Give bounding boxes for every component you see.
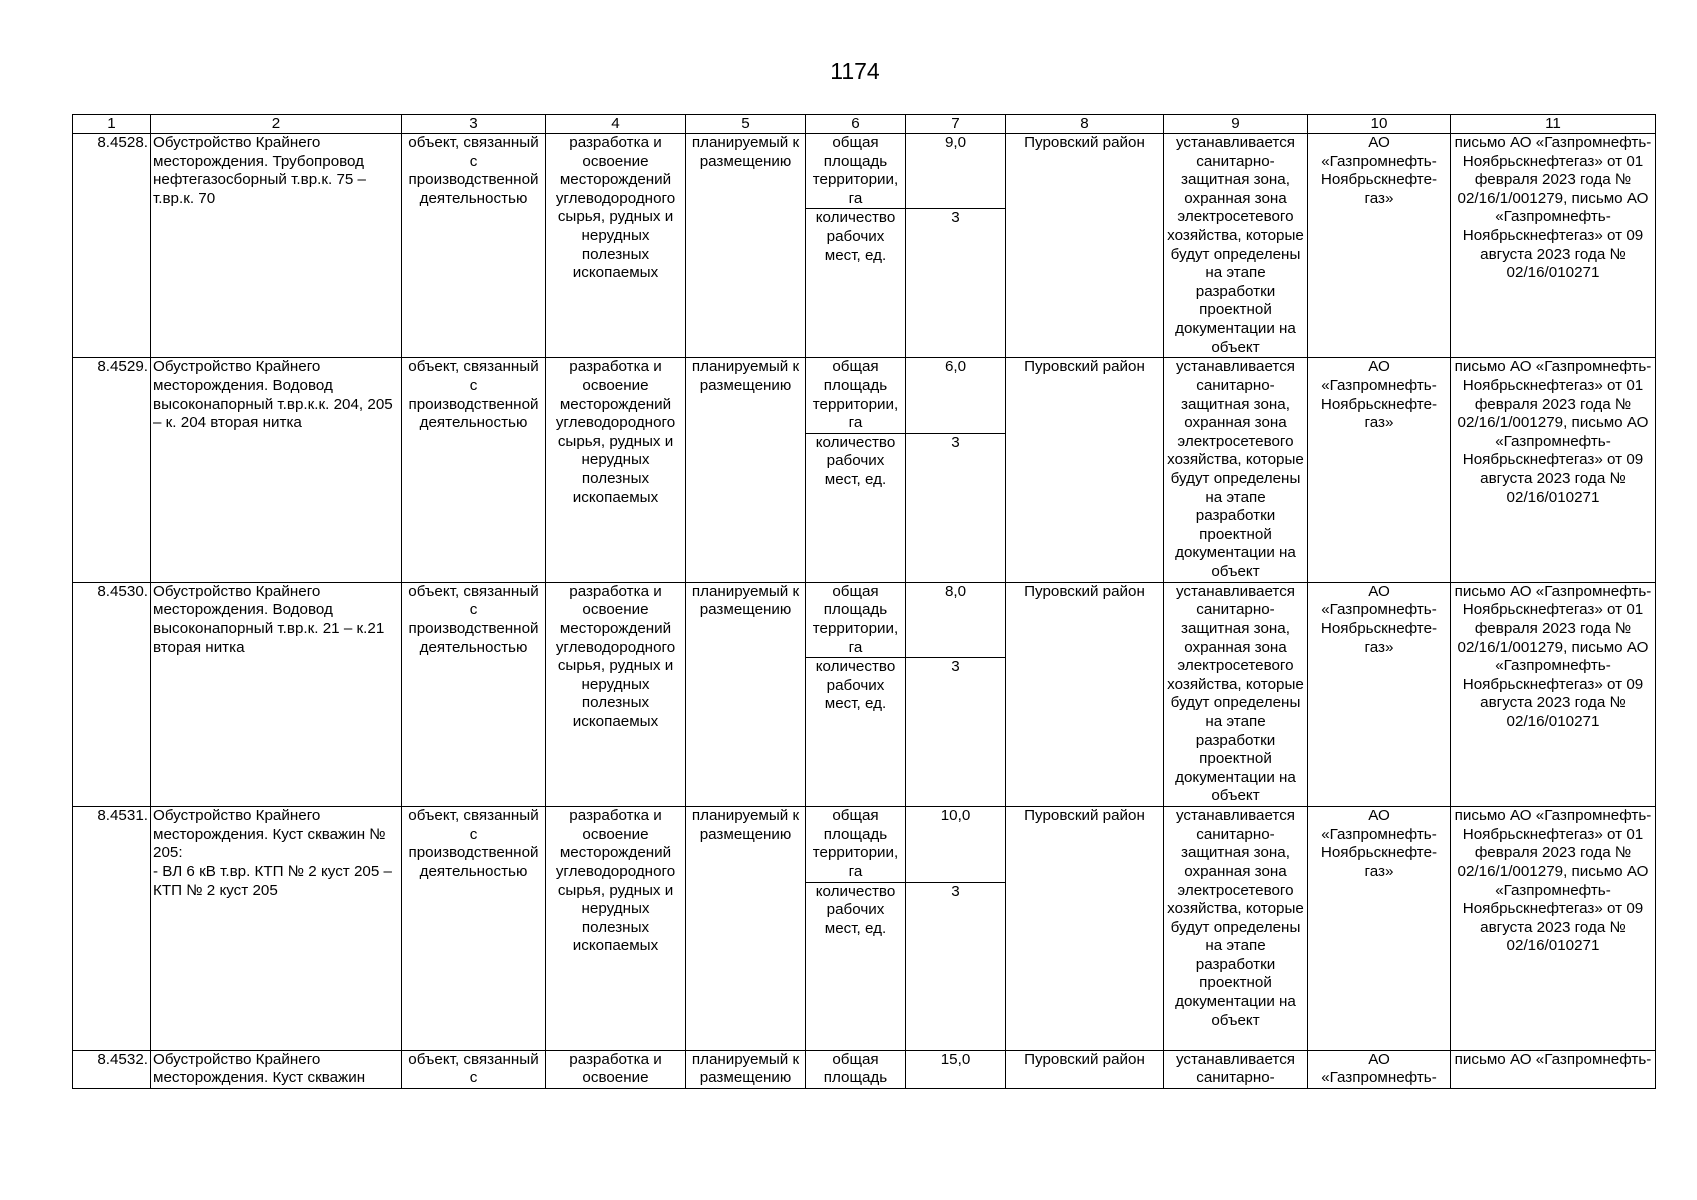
object-purpose: разработка и освоение месторождений углеводородного сырья, рудных и нерудных полезных ископаемых [546,134,686,358]
object-type: объект, связанный с производственной деятельностью [402,582,546,806]
objects-registry-table [72,114,1656,1089]
row-number: 8.4532. [73,1050,151,1088]
object-zone: устанавливается санитарно- [1164,1050,1308,1088]
param-area-value: 10,0 [906,807,1006,882]
param-jobs-value: 3 [906,209,1006,358]
object-name: Обустройство Крайнего месторождения. Трубопровод нефтегазосборный т.вр.к. 75 – т.вр.к. 70 [151,134,402,358]
object-basis: письмо АО «Газпромнефть-Ноябрьскнефтегаз» от 01 февраля 2023 года № 02/16/1/001279, письмо АО «Газпромнефть-Ноябрьскнефтегаз» от 09 августа 2023 года № 02/16/010271 [1451,582,1656,806]
column-number: 2 [151,115,402,134]
column-number: 7 [906,115,1006,134]
param-jobs-value: 3 [906,882,1006,1050]
param-area-label: общая площадь территории, га [806,134,906,209]
object-status: планируемый к размещению [686,582,806,806]
object-name-line: Обустройство Крайнего месторождения. Куст скважин № 205: [153,807,386,862]
column-number: 9 [1164,115,1308,134]
column-number: 1 [73,115,151,134]
object-type: объект, связанный с производственной деятельностью [402,358,546,582]
column-number-header-row [73,115,1656,134]
object-purpose: разработка и освоение месторождений углеводородного сырья, рудных и нерудных полезных ископаемых [546,807,686,1050]
table-row [73,582,1656,657]
row-number: 8.4531. [73,807,151,1050]
object-zone: устанавливается санитарно-защитная зона, охранная зона электросетевого хозяйства, которые будут определены на этапе разработки проектной документации на объект [1164,807,1308,1050]
column-number: 6 [806,115,906,134]
table-row [73,1050,1656,1088]
object-location: Пуровский район [1006,807,1164,1050]
param-area-value: 15,0 [906,1050,1006,1088]
row-number: 8.4528. [73,134,151,358]
object-location: Пуровский район [1006,1050,1164,1088]
column-number: 8 [1006,115,1164,134]
param-jobs-label: количество рабочих мест, ед. [806,209,906,358]
object-basis: письмо АО «Газпромнефть-Ноябрьскнефтегаз» от 01 февраля 2023 года № 02/16/1/001279, письмо АО «Газпромнефть-Ноябрьскнефтегаз» от 09 августа 2023 года № 02/16/010271 [1451,134,1656,358]
param-area-label: общая площадь территории, га [806,582,906,657]
object-type: объект, связанный с [402,1050,546,1088]
row-number: 8.4530. [73,582,151,806]
param-area-label: общая площадь [806,1050,906,1088]
object-type: объект, связанный с производственной деятельностью [402,134,546,358]
object-location: Пуровский район [1006,582,1164,806]
object-purpose: разработка и освоение [546,1050,686,1088]
object-type: объект, связанный с производственной деятельностью [402,807,546,1050]
object-name: Обустройство Крайнего месторождения. Водовод высоконапорный т.вр.к.к. 204, 205 – к. 204 вторая нитка [151,358,402,582]
object-name: Обустройство Крайнего месторождения. Куст скважин [151,1050,402,1088]
object-basis: письмо АО «Газпромнефть-Ноябрьскнефтегаз» от 01 февраля 2023 года № 02/16/1/001279, письмо АО «Газпромнефть-Ноябрьскнефтегаз» от 09 августа 2023 года № 02/16/010271 [1451,358,1656,582]
object-name-line: - ВЛ 6 кВ т.вр. КТП № 2 куст 205 – КТП № 2 куст 205 [153,862,392,899]
object-organization: АО «Газпромнефть- [1308,1050,1451,1088]
object-purpose: разработка и освоение месторождений углеводородного сырья, рудных и нерудных полезных ископаемых [546,582,686,806]
table-row [73,807,1656,882]
object-location: Пуровский район [1006,134,1164,358]
column-number: 4 [546,115,686,134]
row-number: 8.4529. [73,358,151,582]
object-basis: письмо АО «Газпромнефть- [1451,1050,1656,1088]
column-number: 11 [1451,115,1656,134]
object-name [151,807,402,1050]
param-area-value: 6,0 [906,358,1006,433]
object-location: Пуровский район [1006,358,1164,582]
column-number: 10 [1308,115,1451,134]
param-area-label: общая площадь территории, га [806,358,906,433]
param-jobs-label: количество рабочих мест, ед. [806,433,906,582]
object-name: Обустройство Крайнего месторождения. Водовод высоконапорный т.вр.к. 21 – к.21 вторая нитка [151,582,402,806]
param-jobs-value: 3 [906,433,1006,582]
object-organization: АО «Газпромнефть-Ноябрьскнефте-газ» [1308,807,1451,1050]
object-status: планируемый к размещению [686,1050,806,1088]
param-area-value: 8,0 [906,582,1006,657]
column-number: 3 [402,115,546,134]
object-status: планируемый к размещению [686,134,806,358]
column-number: 5 [686,115,806,134]
param-jobs-value: 3 [906,658,1006,807]
object-status: планируемый к размещению [686,358,806,582]
object-organization: АО «Газпромнефть-Ноябрьскнефте-газ» [1308,134,1451,358]
param-jobs-label: количество рабочих мест, ед. [806,882,906,1050]
object-zone: устанавливается санитарно-защитная зона, охранная зона электросетевого хозяйства, которые будут определены на этапе разработки проектной документации на объект [1164,358,1308,582]
param-area-label: общая площадь территории, га [806,807,906,882]
object-organization: АО «Газпромнефть-Ноябрьскнефте-газ» [1308,358,1451,582]
object-purpose: разработка и освоение месторождений углеводородного сырья, рудных и нерудных полезных ископаемых [546,358,686,582]
object-basis: письмо АО «Газпромнефть-Ноябрьскнефтегаз» от 01 февраля 2023 года № 02/16/1/001279, письмо АО «Газпромнефть-Ноябрьскнефтегаз» от 09 августа 2023 года № 02/16/010271 [1451,807,1656,1050]
table-row [73,358,1656,433]
object-zone: устанавливается санитарно-защитная зона, охранная зона электросетевого хозяйства, которые будут определены на этапе разработки проектной документации на объект [1164,582,1308,806]
object-zone: устанавливается санитарно-защитная зона, охранная зона электросетевого хозяйства, которые будут определены на этапе разработки проектной документации на объект [1164,134,1308,358]
page-number: 1174 [830,58,880,84]
object-organization: АО «Газпромнефть-Ноябрьскнефте-газ» [1308,582,1451,806]
param-area-value: 9,0 [906,134,1006,209]
table-row [73,134,1656,209]
param-jobs-label: количество рабочих мест, ед. [806,658,906,807]
object-status: планируемый к размещению [686,807,806,1050]
